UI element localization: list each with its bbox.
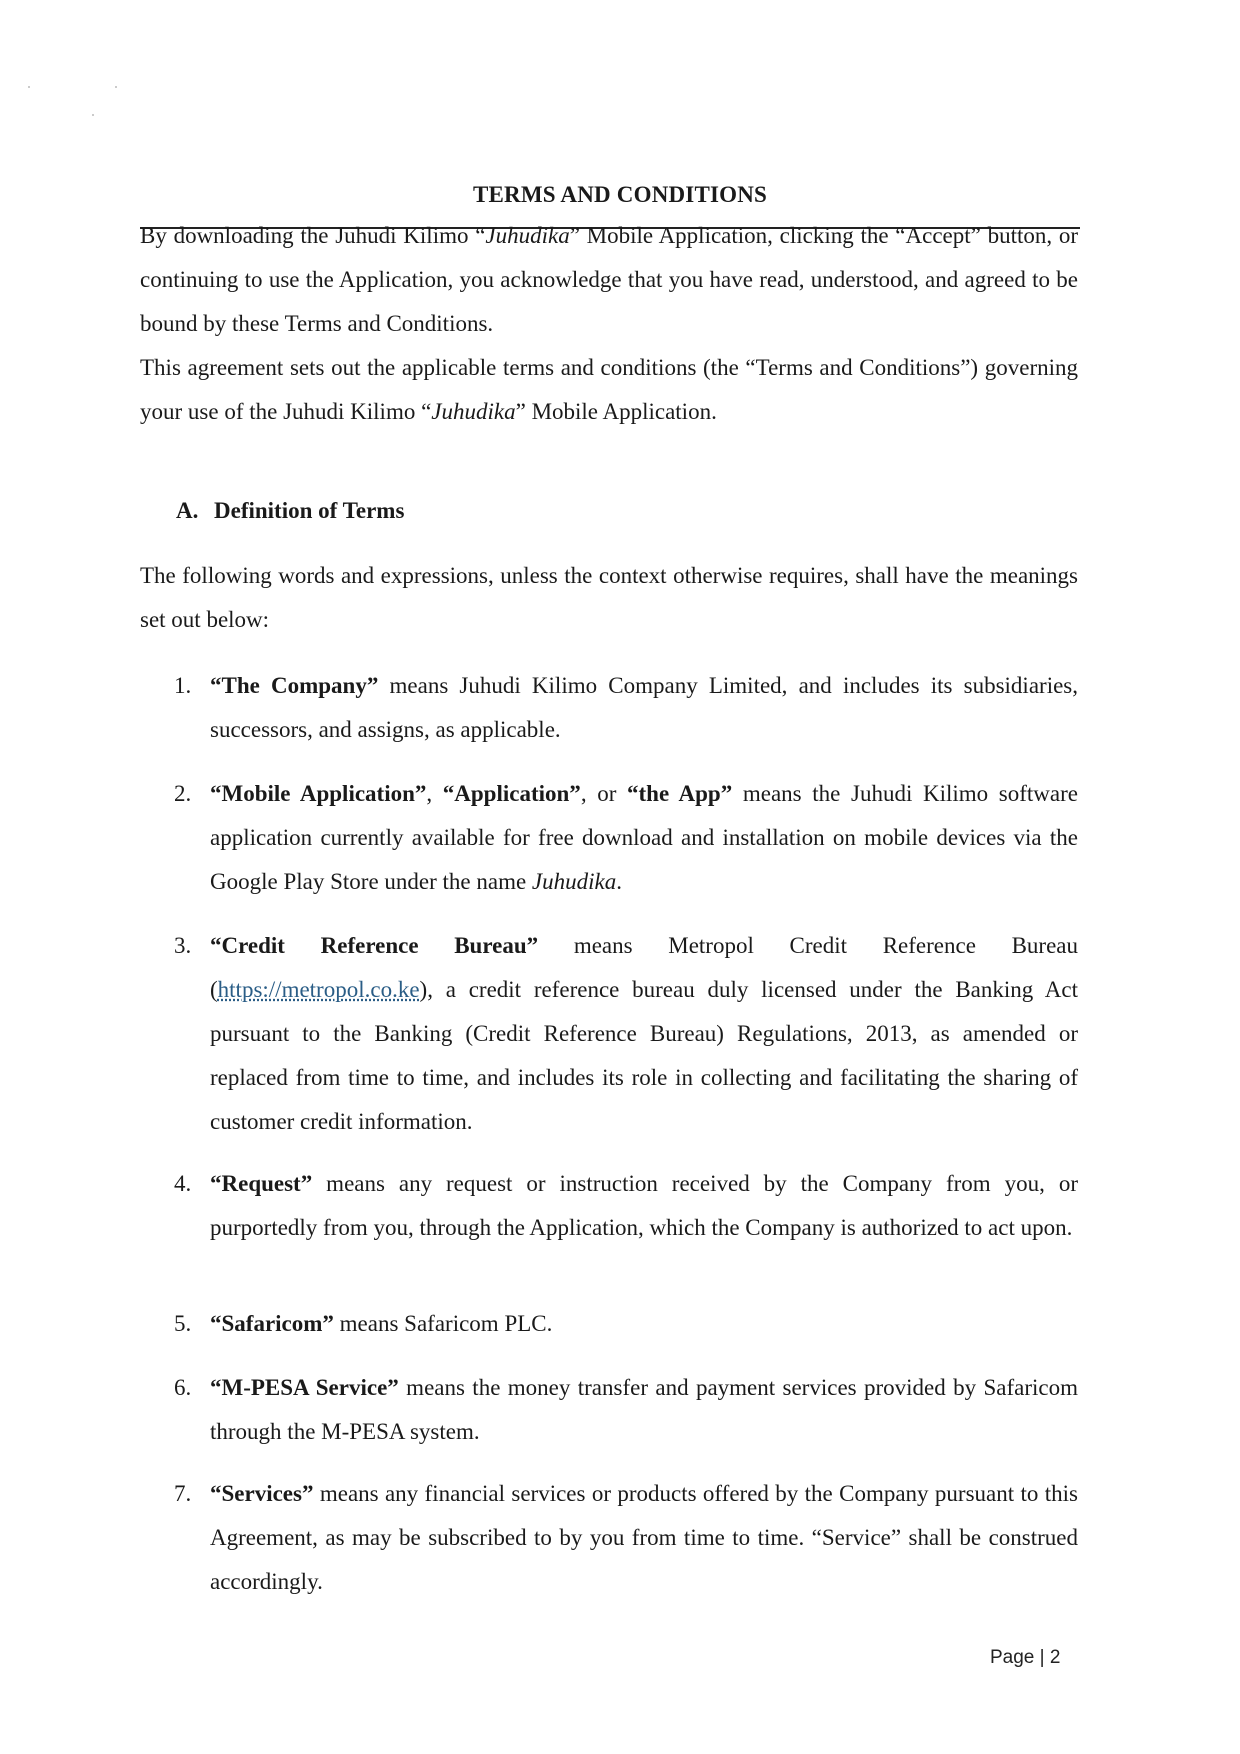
definition-item: 6. “M-PESA Service” means the money transfer and payment services provided by Safaricom through the M-PESA system.	[174, 1366, 1078, 1454]
item-number: 4.	[174, 1171, 192, 1196]
definition-item: 7. “Services” means any financial services or products offered by the Company pursuant to this Agreement, as may be subscribed to by you from time to time. “Service” shall be construed accordingly.	[174, 1472, 1078, 1604]
intro-paragraph-2: This agreement sets out the applicable terms and conditions (the “Terms and Conditions”) governing your use of the Juhudi Kilimo “Juhudika” Mobile Application.	[140, 355, 1078, 424]
defined-term: “Mobile Application”	[210, 781, 427, 806]
app-name: Juhudika	[431, 399, 516, 424]
metropol-link[interactable]: https://metropol.co.ke	[217, 977, 420, 1002]
section-lead: The following words and expressions, unless the context otherwise requires, shall have the meanings set out below:	[140, 563, 1078, 632]
definition-item: 5. “Safaricom” means Safaricom PLC.	[174, 1302, 1078, 1346]
scan-speck	[115, 86, 117, 88]
scan-speck	[92, 114, 94, 116]
definition-item: 4. “Request” means any request or instruction received by the Company from you, or purportedly from you, through the Application, which the Company is authorized to act upon.	[174, 1162, 1078, 1250]
defined-term: “Application”	[442, 781, 581, 806]
defined-term: “The Company”	[210, 673, 379, 698]
defined-term: “Credit Reference Bureau”	[210, 933, 539, 958]
section-title: Definition of Terms	[214, 498, 405, 523]
item-number: 1.	[174, 673, 192, 698]
defined-term: “M-PESA Service”	[210, 1375, 399, 1400]
defined-term: “Request”	[210, 1171, 313, 1196]
item-number: 3.	[174, 933, 192, 958]
section-letter: A.	[176, 498, 199, 523]
item-number: 7.	[174, 1481, 192, 1506]
section-heading	[176, 498, 404, 524]
item-number: 5.	[174, 1311, 192, 1336]
intro-paragraph-1: By downloading the Juhudi Kilimo “Juhudika” Mobile Application, clicking the “Accept” button, or continuing to use the Application, you acknowledge that you have read, understood, and agreed to be bound by these Terms and Conditions.	[140, 223, 1078, 336]
item-number: 6.	[174, 1375, 192, 1400]
app-name: Juhudika	[485, 223, 570, 248]
item-number: 2.	[174, 781, 192, 806]
definition-item: 1. “The Company” means Juhudi Kilimo Company Limited, and includes its subsidiaries, successors, and assigns, as applicable.	[174, 664, 1078, 752]
defined-term: “the App”	[627, 781, 733, 806]
document-title: TERMS AND CONDITIONS	[472, 182, 768, 207]
defined-term: “Services”	[210, 1481, 314, 1506]
page-number: Page | 2	[990, 1647, 1061, 1668]
app-name: Juhudika	[531, 869, 617, 894]
defined-term: “Safaricom”	[210, 1311, 334, 1336]
scan-speck	[28, 86, 30, 88]
definition-item: 2. “Mobile Application”, “Application”, or “the App” means the Juhudi Kilimo software application currently available for free download and installation on mobile devices via the Google Play Store under the name Juhudika.	[174, 772, 1078, 904]
definition-item: 3. “Credit Reference Bureau” means Metropol Credit Reference Bureau (https://metropol.co.ke), a credit reference bureau duly licensed under the Banking Act pursuant to the Banking (Credit Reference Bureau) Regulations, 2013, as amended or replaced from time to time, and includes its role in collecting and facilitating the sharing of customer credit information.	[174, 924, 1078, 1144]
